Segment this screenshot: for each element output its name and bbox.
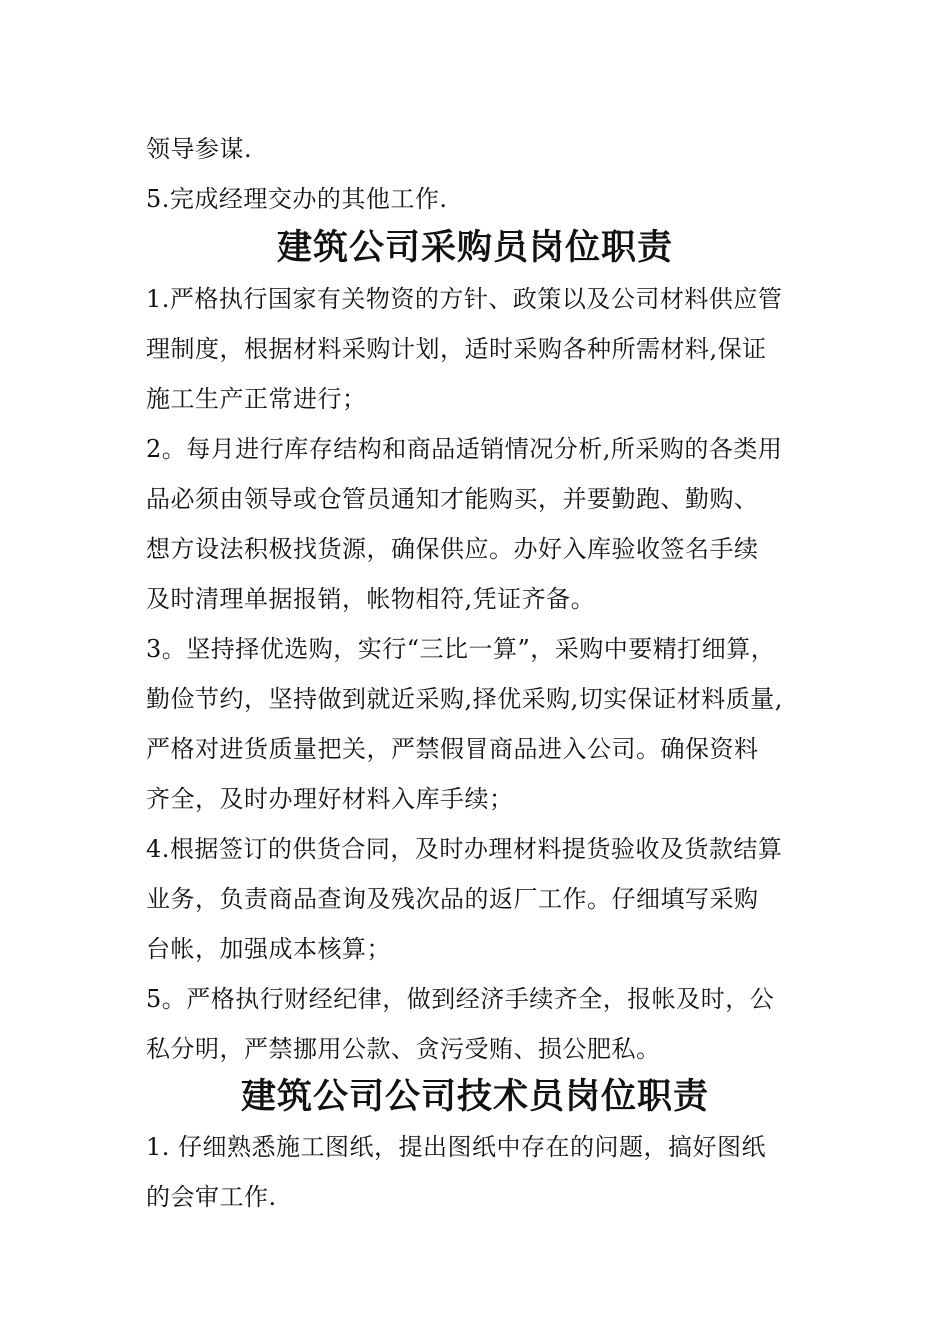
purchaser-line-11: 齐全，及时办理好材料入库手续；: [146, 785, 514, 813]
purchaser-line-6: 想方设法积极找货源，确保供应。办好入库验收签名手续: [146, 535, 759, 563]
purchaser-line-14: 台帐，加强成本核算；: [146, 935, 391, 963]
purchaser-line-7: 及时清理单据报销，帐物相符,凭证齐备。: [146, 585, 596, 613]
purchaser-line-9: 勤俭节约，坚持做到就近采购,择优采购,切实保证材料质量,: [146, 685, 783, 713]
purchaser-line-3: 施工生产正常进行；: [146, 385, 367, 413]
purchaser-line-15: 5。严格执行财经纪律，做到经济手续齐全，报帐及时，公: [146, 985, 775, 1013]
purchaser-line-16: 私分明，严禁挪用公款、贪污受贿、损公肥私。: [146, 1035, 661, 1063]
purchaser-line-13: 业务，负责商品查询及残次品的返厂工作。仔细填写采购: [146, 885, 759, 913]
purchaser-line-5: 品必须由领导或仓管员通知才能购买，并要勤跑、勤购、: [146, 485, 759, 513]
purchaser-line-4: 2。每月进行库存结构和商品适销情况分析,所采购的各类用: [146, 435, 783, 463]
technician-line-1: 1. 仔细熟悉施工图纸，提出图纸中存在的问题，搞好图纸: [146, 1133, 767, 1161]
purchaser-line-2: 理制度，根据材料采购计划，适时采购各种所需材料,保证: [146, 335, 767, 363]
technician-heading: 建筑公司公司技术员岗位职责: [240, 1076, 709, 1117]
purchaser-line-8: 3。坚持择优选购，实行“三比一算”，采购中要精打细算，: [146, 635, 776, 663]
intro-line-1: 领导参谋.: [146, 135, 253, 163]
technician-line-2: 的会审工作.: [146, 1183, 277, 1211]
purchaser-line-10: 严格对进货质量把关，严禁假冒商品进入公司。确保资料: [146, 735, 759, 763]
purchaser-heading: 建筑公司采购员岗位职责: [276, 227, 673, 268]
purchaser-line-1: 1.严格执行国家有关物资的方针、政策以及公司材料供应管: [146, 285, 783, 313]
intro-line-2: 5.完成经理交办的其他工作.: [146, 185, 448, 213]
purchaser-line-12: 4.根据签订的供货合同，及时办理材料提货验收及货款结算: [146, 835, 783, 863]
